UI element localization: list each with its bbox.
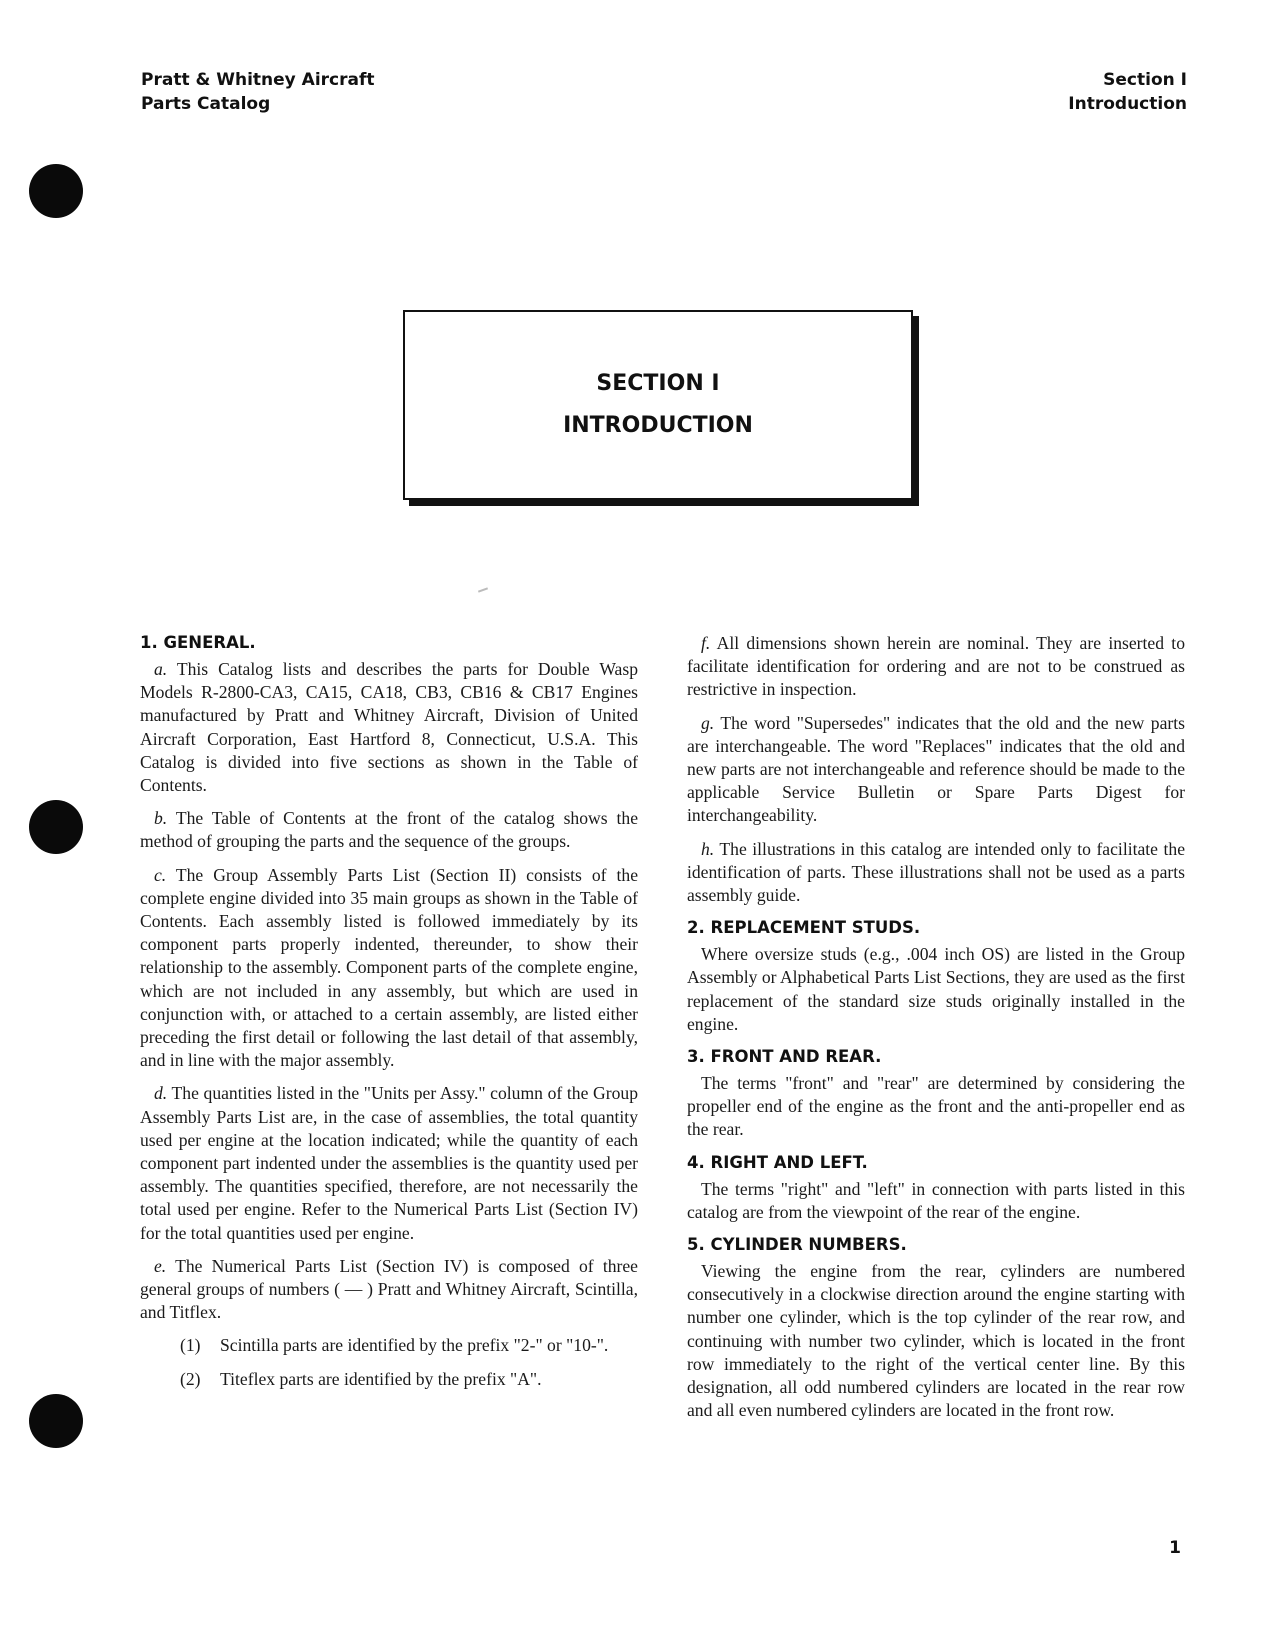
paragraph-c <box>140 864 638 1073</box>
paragraph-g <box>687 712 1185 828</box>
paragraph-replacement-studs: Where oversize studs (e.g., .004 inch OS) are listed in the Group Assembly or Alphabetical Parts List Sections, they are used as the first replacement of the standard size studs originally installed in the engine. <box>687 944 1185 1034</box>
document-type: Parts Catalog <box>141 94 271 114</box>
heading-general: 1. GENERAL. <box>140 633 256 652</box>
paragraph-letter: d. <box>154 1083 168 1104</box>
sub-item-text: Scintilla parts are identified by the prefix "2-" or "10-". <box>220 1335 609 1356</box>
section-number: Section I <box>1103 70 1187 90</box>
paragraph-letter: c. <box>154 864 167 885</box>
sub-item-2 <box>140 1368 638 1391</box>
page-header-right <box>1068 68 1187 116</box>
sub-item-number: (2) <box>180 1368 201 1389</box>
paragraph-text: The illustrations in this catalog are intended only to facilitate the identification of parts. These illustrations shall not be used as a parts assembly guide. <box>687 838 1185 906</box>
paragraph-letter: h. <box>701 838 715 859</box>
heading-cylinder-numbers: 5. CYLINDER NUMBERS. <box>687 1235 907 1255</box>
paragraph-a <box>140 658 638 797</box>
left-column <box>140 632 638 1401</box>
binder-hole-middle <box>29 800 83 854</box>
section-title: SECTION I <box>596 371 720 396</box>
sub-item-number: (1) <box>180 1335 201 1356</box>
paragraph-text: The Group Assembly Parts List (Section II) consists of the complete engine divided into 35 main groups as shown in the Table of Contents. Each assembly listed is followed immediately by its component parts properly indented, thereunder, to show their relationship to the assembly. Component parts of the complete engine, which are not included in any assembly, but which are used in conjunction with, or attached to a certain assembly, are listed either preceding the first detail or following the last detail of that assembly, and in line with the major assembly. <box>140 864 638 1071</box>
paragraph-letter: e. <box>154 1255 167 1276</box>
paragraph-h <box>687 838 1185 908</box>
binder-hole-top <box>29 164 83 218</box>
paragraph-b <box>140 807 638 853</box>
page-number: 1 <box>1169 1538 1181 1558</box>
paragraph-letter: f. <box>701 633 711 653</box>
paragraph-text: This Catalog lists and describes the parts for Double Wasp Models R-2800-CA3, CA15, CA18, CB3, CB16 & CB17 Engines manufactured by Pratt and Whitney Aircraft, Division of United Aircraft Corporation, East Hartford 8, Connecticut, U.S.A. This Catalog is divided into five sections as shown in the Table of Contents. <box>140 659 638 796</box>
paragraph-text: The Numerical Parts List (Section IV) is composed of three general groups of numbers ( — ) Pratt and Whitney Aircraft, Scintilla, and Titflex. <box>140 1255 638 1323</box>
paragraph-text: The Table of Contents at the front of the catalog shows the method of grouping the parts and the sequence of the groups. <box>140 808 638 852</box>
paragraph-text: The quantities listed in the "Units per Assy." column of the Group Assembly Parts List are, in the case of assemblies, the total quantity used per engine at the location indicated; while the quantity of each component part indented under the assemblies is the quantity used per assembly. The quantities specified, therefore, are not necessarily the total used per engine. Refer to the Numerical Parts List (Section IV) for the total quantities used per engine. <box>140 1083 638 1243</box>
sub-item-1 <box>140 1334 638 1357</box>
paragraph-cylinder-numbers: Viewing the engine from the rear, cylinders are numbered consecutively in a clockwise direction around the engine starting with number one cylinder, which is the top cylinder of the rear row, and continuing with number two cylinder, which is located in the front row immediately to the right of the vertical center line. By this designation, all odd numbered cylinders are located in the rear row and all even numbered cylinders are located in the front row. <box>687 1261 1185 1421</box>
paragraph-text: The word "Supersedes" indicates that the old and the new parts are interchangeable. The word "Replaces" indicates that the old and new parts are not interchangeable and reference should be made to the applicable Service Bulletin or Spare Parts Digest for interchangeability. <box>687 712 1185 826</box>
paragraph-letter: a. <box>154 659 168 679</box>
section-subtitle: INTRODUCTION <box>563 413 753 438</box>
paragraph-front-and-rear: The terms "front" and "rear" are determined by considering the propeller end of the engine as the front and the anti-propeller end as the rear. <box>687 1073 1185 1140</box>
scan-speck <box>478 587 488 592</box>
binder-hole-bottom <box>29 1394 83 1448</box>
heading-front-and-rear: 3. FRONT AND REAR. <box>687 1047 882 1067</box>
page-header-left <box>141 68 375 116</box>
paragraph-letter: g. <box>701 712 715 733</box>
paragraph-e <box>140 1255 638 1325</box>
right-column <box>687 632 1185 1432</box>
paragraph-text: All dimensions shown herein are nominal. They are inserted to facilitate identification for ordering and are not to be construed as restrictive in inspection. <box>687 633 1185 700</box>
publisher-name: Pratt & Whitney Aircraft <box>141 70 375 90</box>
section-title-box <box>403 310 913 500</box>
heading-right-and-left: 4. RIGHT AND LEFT. <box>687 1152 868 1172</box>
paragraph-d <box>140 1082 638 1244</box>
sub-item-text: Titeflex parts are identified by the prefix "A". <box>220 1368 542 1389</box>
paragraph-f <box>687 632 1185 702</box>
section-name: Introduction <box>1068 94 1187 114</box>
paragraph-letter: b. <box>154 808 168 829</box>
paragraph-right-and-left: The terms "right" and "left" in connection with parts listed in this catalog are from the viewpoint of the rear of the engine. <box>687 1178 1185 1222</box>
heading-replacement-studs: 2. REPLACEMENT STUDS. <box>687 918 921 938</box>
